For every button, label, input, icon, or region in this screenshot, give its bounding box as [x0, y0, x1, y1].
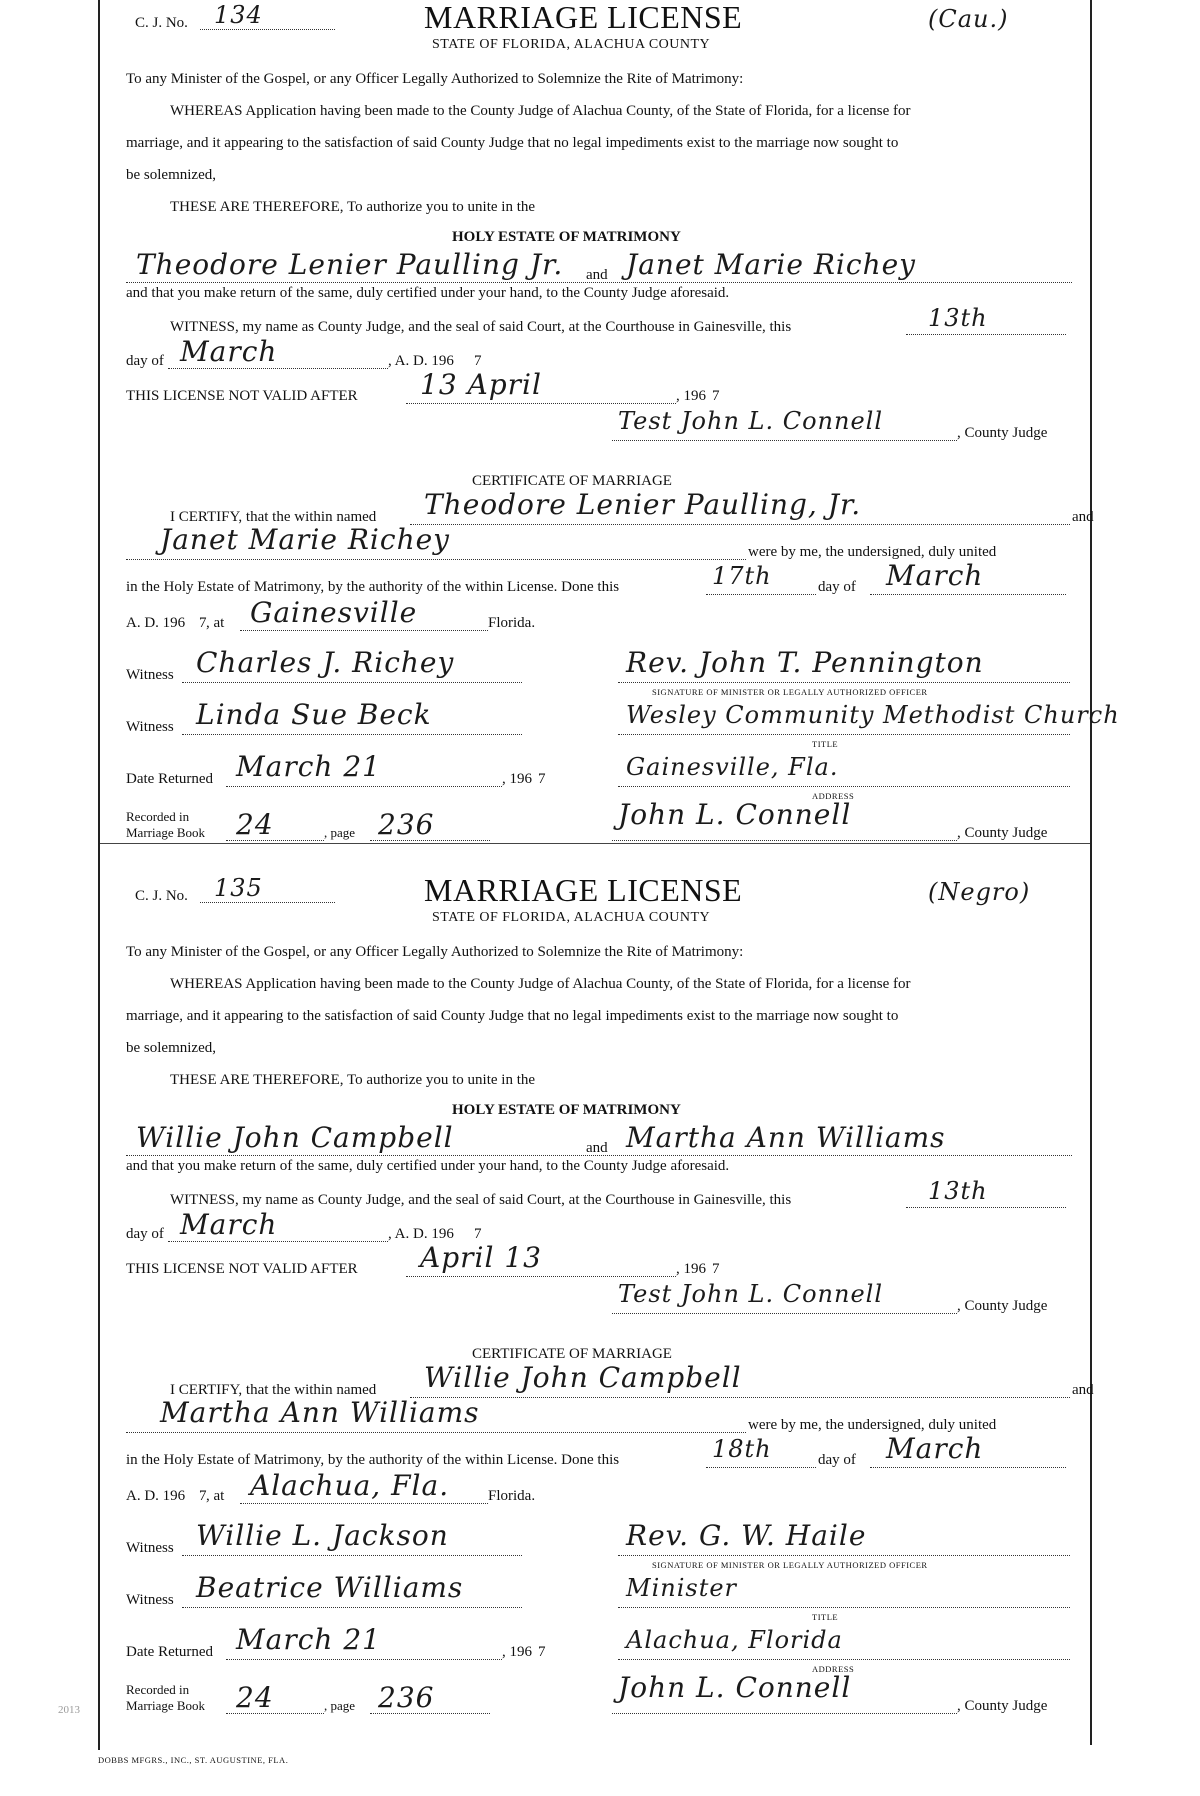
officer-title-line [618, 1607, 1070, 1608]
right-border [1090, 0, 1092, 1745]
title-caption: TITLE [812, 739, 839, 749]
record-county-judge-label: , County Judge [957, 1698, 1048, 1714]
not-valid-date: 13 April [420, 368, 542, 401]
page-number: 236 [378, 1681, 435, 1714]
watermark: 2013 [58, 1704, 80, 1716]
officer-address: Alachua, Florida [626, 1626, 843, 1654]
marriage-place: Alachua, Fla. [250, 1469, 450, 1502]
not-valid-line [406, 403, 676, 404]
ad-label: , A. D. 196 [388, 1226, 454, 1242]
judge-signature: Test John L. Connell [618, 407, 884, 435]
in-holy-estate-line: in the Holy Estate of Matrimony, by the authority of the within License. Done this [126, 579, 620, 595]
therefore-line: THESE ARE THEREFORE, To authorize you to unite in the [170, 1072, 536, 1088]
date-returned: March 21 [236, 1623, 381, 1656]
section-divider [100, 843, 1090, 844]
cj-label: C. J. No. [135, 888, 188, 904]
not-valid-year-prefix: , 196 [676, 1261, 706, 1277]
witness1-label: Witness [126, 1540, 174, 1556]
whereas-line-1: WHEREAS Application having been made to the County Judge of Alachua County, of the State of Florida, for a license for [170, 976, 911, 992]
done-day-line [706, 1467, 816, 1468]
judge-signature-line [612, 1313, 957, 1314]
whereas-line-2: marriage, and it appearing to the satisfaction of said County Judge that no legal impediments exist to the marriage now sought to [126, 1008, 899, 1024]
cj-label: C. J. No. [135, 15, 188, 31]
officer-title: Minister [626, 1574, 738, 1602]
certificate-title: CERTIFICATE OF MARRIAGE [472, 473, 672, 489]
address-line: To any Minister of the Gospel, or any Officer Legally Authorized to Solemnize the Rite of Matrimony: [126, 944, 744, 960]
license-title: MARRIAGE LICENSE [424, 0, 743, 35]
date-returned: March 21 [236, 750, 381, 783]
witness-day-line [906, 1207, 1066, 1208]
date-returned-line [226, 786, 502, 787]
done-month-line [870, 594, 1066, 595]
names-line [126, 282, 1072, 283]
cj-number: 134 [214, 1, 263, 29]
page-number-line [370, 1713, 490, 1714]
witness-line: WITNESS, my name as County Judge, and the seal of said Court, at the Courthouse in Gainesville, this [170, 1192, 792, 1208]
race-note: (Negro) [928, 878, 1031, 906]
cert-and-word: and [1072, 509, 1094, 525]
day-of-label: day of [126, 353, 164, 369]
at-label: , at [206, 1488, 225, 1504]
return-line: and that you make return of the same, duly certified under your hand, to the County Judge aforesaid. [126, 285, 730, 301]
returned-year-prefix: , 196 [502, 771, 532, 787]
holy-estate-heading: HOLY ESTATE OF MATRIMONY [452, 229, 681, 245]
witness2-signature: Beatrice Williams [196, 1571, 464, 1604]
florida-label: Florida. [488, 1488, 536, 1504]
month-line [168, 368, 388, 369]
record-judge-signature: John L. Connell [618, 1671, 852, 1704]
witness2-signature: Linda Sue Beck [196, 698, 432, 731]
done-month: March [886, 559, 984, 592]
license-year-digit: 7 [474, 353, 482, 369]
cj-number-line [200, 29, 335, 30]
witness-day: 13th [928, 304, 988, 332]
place-line [240, 630, 488, 631]
returned-year: 7 [538, 1644, 546, 1660]
witness-day-line [906, 334, 1066, 335]
day-of-label: day of [126, 1226, 164, 1242]
bride-name: Janet Marie Richey [626, 248, 916, 281]
groom-name: Willie John Campbell [136, 1121, 454, 1154]
page-label: , page [324, 1698, 356, 1713]
not-valid-label: THIS LICENSE NOT VALID AFTER [126, 1261, 358, 1277]
returned-year: 7 [538, 771, 546, 787]
address-caption: ADDRESS [812, 791, 855, 801]
ad-label: , A. D. 196 [388, 353, 454, 369]
in-holy-estate-line: in the Holy Estate of Matrimony, by the authority of the within License. Done this [126, 1452, 620, 1468]
and-word: and [586, 1140, 608, 1156]
county-judge-label: , County Judge [957, 425, 1048, 441]
florida-label: Florida. [488, 615, 536, 631]
page-label: , page [324, 825, 356, 840]
done-day: 18th [712, 1435, 772, 1463]
page-number: 236 [378, 808, 435, 841]
book-number-line [226, 1713, 324, 1714]
not-valid-line [406, 1276, 676, 1277]
marriage-place: Gainesville [250, 596, 418, 629]
cert-groom-line [410, 524, 1070, 525]
not-valid-year: 7 [712, 388, 720, 404]
cert-and-word: and [1072, 1382, 1094, 1398]
ad2-year: 7 [199, 615, 207, 631]
license-month: March [180, 1208, 278, 1241]
names-line [126, 1155, 1072, 1156]
county-judge-label: , County Judge [957, 1298, 1048, 1314]
witness2-line [182, 1607, 522, 1608]
not-valid-label: THIS LICENSE NOT VALID AFTER [126, 388, 358, 404]
printer-footer: DOBBS MFGRS., INC., ST. AUGUSTINE, FLA. [98, 1755, 289, 1765]
not-valid-year-prefix: , 196 [676, 388, 706, 404]
witness2-line [182, 734, 522, 735]
whereas-line-2: marriage, and it appearing to the satisfaction of said County Judge that no legal impediments exist to the marriage now sought to [126, 135, 899, 151]
record-county-judge-label: , County Judge [957, 825, 1048, 841]
officer-title: Wesley Community Methodist Church [626, 701, 1120, 729]
done-day-line [706, 594, 816, 595]
witness1-line [182, 1555, 522, 1556]
page-number-line [370, 840, 490, 841]
done-day-of-label: day of [818, 1452, 856, 1468]
witness-line: WITNESS, my name as County Judge, and the seal of said Court, at the Courthouse in Gainesville, this [170, 319, 792, 335]
witness1-signature: Willie L. Jackson [196, 1519, 449, 1552]
ad2-year: 7 [199, 1488, 207, 1504]
cj-number: 135 [214, 874, 263, 902]
not-valid-date: April 13 [420, 1241, 542, 1274]
place-line [240, 1503, 488, 1504]
officer-signature: Rev. G. W. Haile [626, 1519, 867, 1552]
cert-groom-name: Theodore Lenier Paulling, Jr. [424, 488, 862, 521]
officer-caption: SIGNATURE OF MINISTER OR LEGALLY AUTHORIZED OFFICER [652, 687, 928, 697]
and-word: and [586, 267, 608, 283]
record-judge-line [612, 1713, 957, 1714]
date-returned-label: Date Returned [126, 771, 214, 787]
book-number: 24 [236, 1681, 274, 1714]
address-line: To any Minister of the Gospel, or any Officer Legally Authorized to Solemnize the Rite of Matrimony: [126, 71, 744, 87]
cert-groom-name: Willie John Campbell [424, 1361, 742, 1394]
date-returned-label: Date Returned [126, 1644, 214, 1660]
license-subtitle: STATE OF FLORIDA, ALACHUA COUNTY [432, 910, 711, 925]
witness1-label: Witness [126, 667, 174, 683]
ad2-label: A. D. 196 [126, 1488, 186, 1504]
holy-estate-heading: HOLY ESTATE OF MATRIMONY [452, 1102, 681, 1118]
officer-title-line [618, 734, 1070, 735]
title-caption: TITLE [812, 1612, 839, 1622]
certify-label: I CERTIFY, that the within named [170, 1382, 377, 1398]
cert-bride-line [126, 1432, 746, 1433]
ad2-label: A. D. 196 [126, 615, 186, 631]
judge-signature: Test John L. Connell [618, 1280, 884, 1308]
record-judge-line [612, 840, 957, 841]
license-subtitle: STATE OF FLORIDA, ALACHUA COUNTY [432, 37, 711, 52]
race-note: (Cau.) [928, 5, 1009, 33]
date-returned-line [226, 1659, 502, 1660]
address-caption: ADDRESS [812, 1664, 855, 1674]
certify-label: I CERTIFY, that the within named [170, 509, 377, 525]
cert-bride-line [126, 559, 746, 560]
not-valid-year: 7 [712, 1261, 720, 1277]
witness1-signature: Charles J. Richey [196, 646, 455, 679]
done-day: 17th [712, 562, 772, 590]
judge-signature-line [612, 440, 957, 441]
done-month: March [886, 1432, 984, 1465]
book-number: 24 [236, 808, 274, 841]
done-month-line [870, 1467, 1066, 1468]
at-label: , at [206, 615, 225, 631]
officer-caption: SIGNATURE OF MINISTER OR LEGALLY AUTHORIZED OFFICER [652, 1560, 928, 1570]
united-line: were by me, the undersigned, duly united [748, 544, 997, 560]
cert-groom-line [410, 1397, 1070, 1398]
marriage-book-label: Marriage Book [126, 1698, 206, 1713]
license-month: March [180, 335, 278, 368]
witness-day: 13th [928, 1177, 988, 1205]
returned-year-prefix: , 196 [502, 1644, 532, 1660]
groom-name: Theodore Lenier Paulling Jr. [136, 248, 564, 281]
therefore-line: THESE ARE THEREFORE, To authorize you to unite in the [170, 199, 536, 215]
done-day-of-label: day of [818, 579, 856, 595]
recorded-in-label: Recorded in [126, 809, 190, 824]
officer-signature: Rev. John T. Pennington [626, 646, 984, 679]
witness2-label: Witness [126, 1592, 174, 1608]
license-title: MARRIAGE LICENSE [424, 872, 743, 908]
return-line: and that you make return of the same, duly certified under your hand, to the County Judge aforesaid. [126, 1158, 730, 1174]
left-border [98, 0, 100, 1750]
book-number-line [226, 840, 324, 841]
witness2-label: Witness [126, 719, 174, 735]
united-line: were by me, the undersigned, duly united [748, 1417, 997, 1433]
witness1-line [182, 682, 522, 683]
cert-bride-name: Martha Ann Williams [160, 1396, 480, 1429]
bride-name: Martha Ann Williams [626, 1121, 946, 1154]
officer-address: Gainesville, Fla. [626, 753, 839, 781]
license-year-digit: 7 [474, 1226, 482, 1242]
marriage-book-label: Marriage Book [126, 825, 206, 840]
whereas-line-3: be solemnized, [126, 167, 216, 183]
certificate-title: CERTIFICATE OF MARRIAGE [472, 1346, 672, 1362]
whereas-line-1: WHEREAS Application having been made to the County Judge of Alachua County, of the State of Florida, for a license for [170, 103, 911, 119]
record-judge-signature: John L. Connell [618, 798, 852, 831]
whereas-line-3: be solemnized, [126, 1040, 216, 1056]
cert-bride-name: Janet Marie Richey [160, 523, 450, 556]
month-line [168, 1241, 388, 1242]
recorded-in-label: Recorded in [126, 1682, 190, 1697]
cj-number-line [200, 902, 335, 903]
